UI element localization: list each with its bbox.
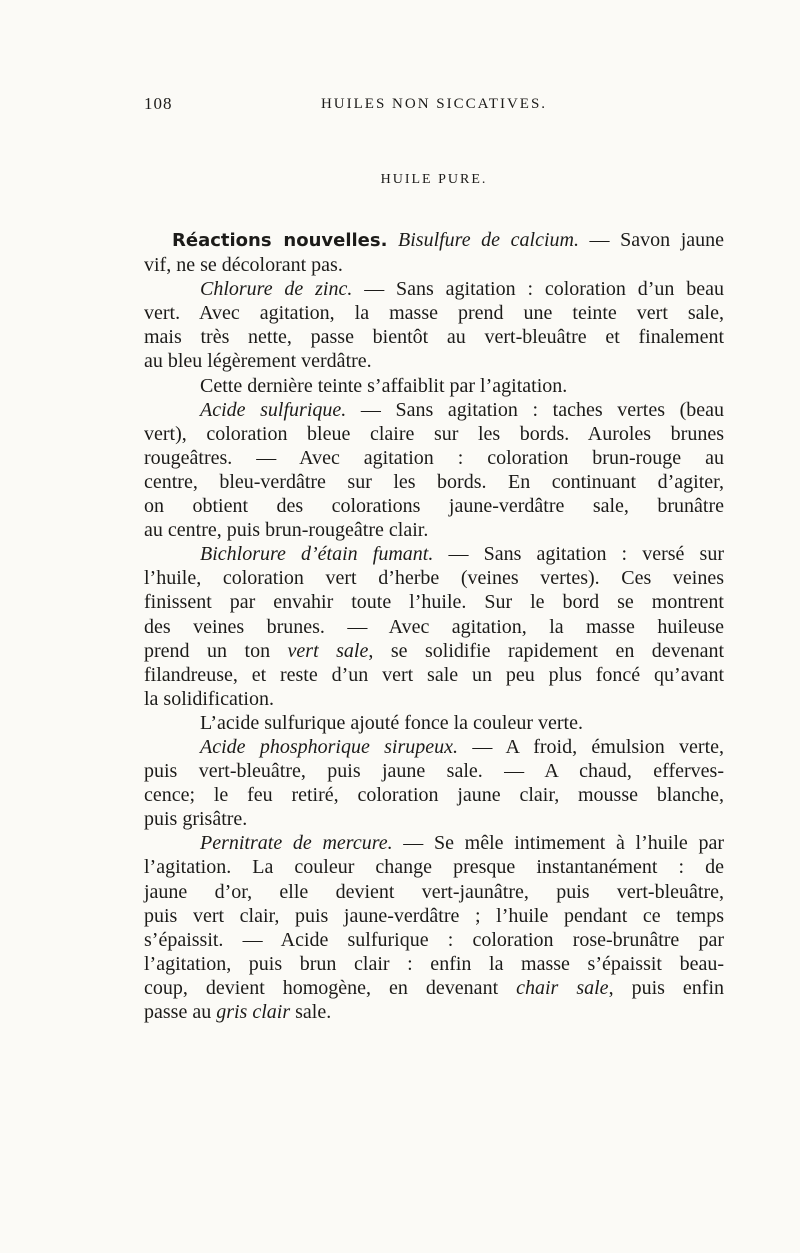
page-header — [144, 94, 724, 116]
text-line — [172, 228, 724, 253]
italic-term: Bisulfure de calcium. — [398, 229, 579, 251]
text-line — [144, 615, 724, 639]
section-heading: Réactions nouvelles. — [172, 230, 388, 251]
text-run — [387, 229, 398, 251]
text-run: puis grisâtre. — [144, 808, 248, 831]
text-run: l’agitation. La couleur change presque instantanément : de — [144, 856, 724, 879]
text-run: des veines brunes. — Avec agitation, la masse huileuse — [144, 615, 724, 638]
text-run: s’épaissit. — Acide sulfurique : coloration rose-brunâtre par — [144, 928, 724, 951]
text-run: mais très nette, passe bientôt au vert-bleuâtre et finalement — [144, 326, 724, 349]
page-number: 108 — [144, 94, 173, 113]
italic-term: Chlorure de zinc. — [200, 278, 353, 301]
text-line — [144, 518, 724, 542]
section-title: HUILE PURE. — [380, 172, 488, 187]
text-run: on obtient des colorations jaune-verdâtre sale, brunâtre — [144, 495, 724, 518]
text-line — [144, 952, 724, 976]
text-line — [144, 807, 724, 831]
italic-term: Acide phosphorique sirupeux. — [200, 735, 459, 758]
text-line — [144, 301, 724, 325]
text-run: — Sans agitation : versé sur — [433, 543, 724, 566]
text-run: jaune d’or, elle devient vert-jaunâtre, puis vert-bleuâtre, — [144, 880, 724, 903]
text-run: — A froid, émulsion verte, — [458, 735, 724, 758]
text-run: — Sans agitation : taches vertes (beau — [346, 398, 725, 421]
text-line — [144, 325, 724, 349]
text-run: — Se mêle intimement à l’huile par — [392, 832, 724, 855]
text-line — [172, 735, 724, 759]
text-line — [144, 470, 724, 494]
text-run: rougeâtres. — Avec agitation : coloration brun-rouge au — [144, 446, 724, 469]
text-run: L’acide sulfurique ajouté fonce la couleur verte. — [200, 711, 583, 734]
italic-term: Bichlorure d’étain fumant. — [200, 543, 434, 566]
text-run: — Savon jaune — [578, 229, 724, 251]
text-run: , se solidifie rapidement en devenant — [368, 639, 724, 662]
italic-term: Pernitrate de mercure. — [200, 832, 393, 855]
text-line — [144, 566, 724, 590]
text-run: , puis enfin — [608, 976, 724, 999]
italic-term: vert sale — [287, 639, 369, 662]
text-line — [144, 783, 724, 807]
italic-term: gris clair — [216, 1001, 291, 1023]
text-run: — Sans agitation : coloration d’un beau — [352, 278, 724, 301]
text-line — [172, 542, 724, 566]
text-line — [144, 349, 724, 373]
text-run: Cette dernière teinte s’affaiblit par l’agitation. — [200, 374, 568, 397]
running-title: HUILES NON SICCATIVES. — [320, 96, 548, 112]
text-line — [144, 590, 724, 614]
text-line — [144, 904, 724, 928]
text-line — [144, 494, 724, 518]
text-line — [144, 663, 724, 687]
italic-term: Acide sulfurique. — [200, 398, 347, 421]
text-run: filandreuse, et reste d’un vert sale un peu plus foncé qu’avant — [144, 663, 724, 686]
text-line — [144, 759, 724, 783]
text-run: sale. — [290, 1001, 332, 1023]
text-line — [144, 253, 724, 277]
text-run: au bleu légèrement verdâtre. — [144, 350, 372, 373]
text-line — [144, 1000, 724, 1024]
text-line — [144, 639, 724, 663]
text-run: prend un ton — [144, 639, 288, 662]
text-run: cence; le feu retiré, coloration jaune clair, mousse blanche, — [144, 784, 724, 807]
text-run: passe au — [144, 1001, 217, 1023]
text-line — [144, 687, 724, 711]
text-run: l’huile, coloration vert d’herbe (veines vertes). Ces veines — [144, 567, 724, 590]
text-line — [144, 880, 724, 904]
italic-term: chair sale — [516, 976, 609, 999]
text-line — [172, 374, 724, 398]
text-line — [144, 855, 724, 879]
text-line — [172, 711, 724, 735]
text-line — [144, 976, 724, 1000]
text-line — [172, 398, 724, 422]
text-line — [172, 277, 724, 301]
text-run: finissent par envahir toute l’huile. Sur le bord se montrent — [144, 591, 724, 614]
text-line — [144, 422, 724, 446]
text-line — [172, 831, 724, 855]
text-run: vif, ne se décolorant pas. — [144, 254, 343, 277]
text-run: l’agitation, puis brun clair : enfin la masse s’épaissit beau- — [144, 952, 724, 975]
text-run: vert. Avec agitation, la masse prend une teinte vert sale, — [144, 302, 724, 325]
text-line — [144, 928, 724, 952]
text-run: vert), coloration bleue claire sur les bords. Auroles brunes — [144, 422, 724, 445]
text-run: coup, devient homogène, en devenant — [144, 976, 517, 999]
text-line — [144, 446, 724, 470]
text-run: au centre, puis brun-rougeâtre clair. — [144, 519, 429, 542]
text-run: puis vert-bleuâtre, puis jaune sale. — A chaud, efferves- — [144, 760, 724, 783]
body-text — [144, 228, 725, 1024]
text-run: puis vert clair, puis jaune-verdâtre ; l’huile pendant ce temps — [144, 904, 724, 927]
text-run: centre, bleu-verdâtre sur les bords. En continuant d’agiter, — [144, 470, 724, 493]
text-run: la solidification. — [144, 687, 274, 710]
